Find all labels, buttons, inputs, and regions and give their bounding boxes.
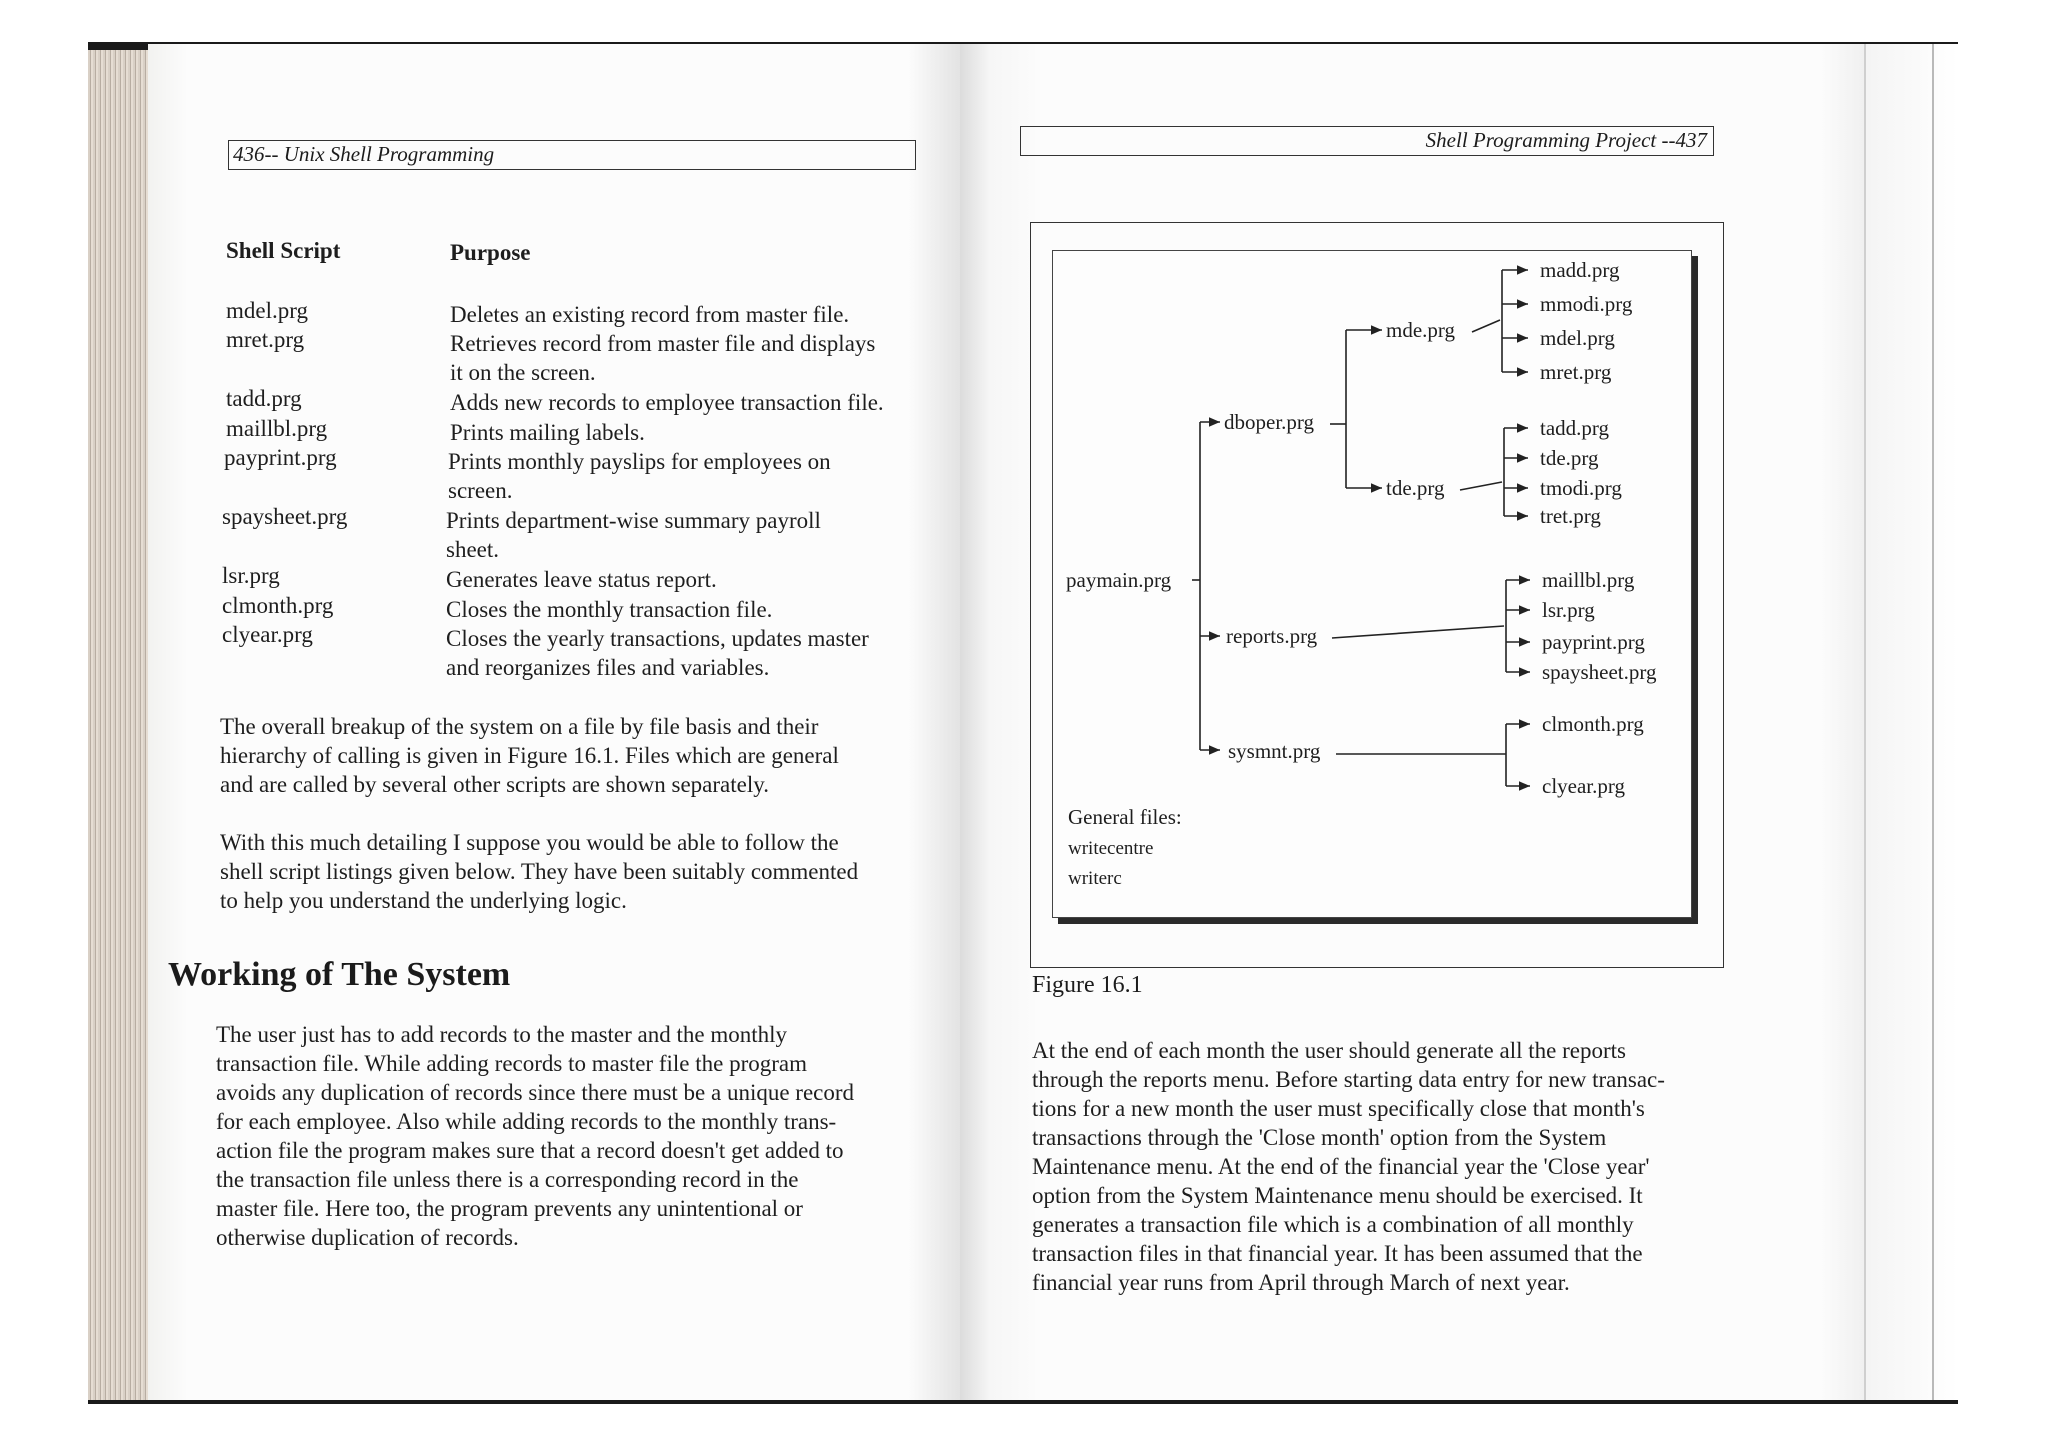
table-row-purpose: Deletes an existing record from master file.	[450, 302, 850, 327]
page-edges	[88, 50, 148, 1400]
text-line: option from the System Maintenance menu should be exercised. It	[1032, 1183, 1643, 1208]
connector-line	[1460, 482, 1502, 490]
text-line: The overall breakup of the system on a file by file basis and their	[220, 714, 819, 739]
figure-caption: Figure 16.1	[1032, 972, 1143, 998]
text-line: and are called by several other scripts are shown separately.	[220, 772, 769, 797]
node-mde: mde.prg	[1386, 318, 1456, 342]
table-row-script: tadd.prg	[226, 386, 302, 411]
text-line: transactions through the 'Close month' option from the System	[1032, 1125, 1607, 1150]
node-clmonth: clmonth.prg	[1542, 712, 1644, 736]
text-line: for each employee. Also while adding records to the monthly trans-	[216, 1109, 837, 1134]
table-row-purpose: Prints monthly payslips for employees on	[448, 449, 831, 474]
table-row-purpose: sheet.	[446, 537, 500, 562]
table-row-script: lsr.prg	[222, 563, 280, 588]
table-row-script: maillbl.prg	[226, 416, 328, 441]
running-head-left: 436-- Unix Shell Programming	[228, 140, 916, 170]
text-line: shell script listings given below. They have been suitably commented	[220, 859, 859, 884]
node-madd: madd.prg	[1540, 258, 1620, 282]
table-row-script: mret.prg	[226, 327, 305, 352]
table-row-script: payprint.prg	[224, 445, 337, 470]
node-mret: mret.prg	[1540, 360, 1612, 384]
connector-line	[1472, 320, 1500, 332]
text-line: transaction file. While adding records to master file the program	[216, 1051, 807, 1076]
text-line: avoids any duplication of records since there must be a unique record	[216, 1080, 855, 1105]
node-tmodi: tmodi.prg	[1540, 476, 1622, 500]
call-hierarchy-diagram	[1052, 250, 1692, 918]
text-line: At the end of each month the user should generate all the reports	[1032, 1038, 1626, 1063]
table-row-script: clyear.prg	[222, 622, 313, 647]
text-line: action file the program makes sure that a record doesn't get added to	[216, 1138, 844, 1163]
connector-line	[1332, 626, 1504, 638]
table-row-purpose: Prints department-wise summary payroll	[446, 508, 821, 533]
table-row-purpose: Prints mailing labels.	[450, 420, 645, 445]
general-files-title: General files:	[1068, 805, 1182, 829]
text-line: the transaction file unless there is a corresponding record in the	[216, 1167, 799, 1192]
text-line: generates a transaction file which is a combination of all monthly	[1032, 1212, 1634, 1237]
node-tadd: tadd.prg	[1540, 416, 1610, 440]
text-line: to help you understand the underlying logic.	[220, 888, 627, 913]
table-row-purpose: Closes the monthly transaction file.	[446, 597, 773, 622]
table-row-purpose: Retrieves record from master file and displays	[450, 331, 876, 356]
text-line: hierarchy of calling is given in Figure 16.1. Files which are general	[220, 743, 839, 768]
node-tde: tde.prg	[1386, 476, 1445, 500]
node-paymain: paymain.prg	[1066, 568, 1172, 592]
text-line: otherwise duplication of records.	[216, 1225, 519, 1250]
node-dboper: dboper.prg	[1224, 410, 1315, 434]
table-row-purpose: it on the screen.	[450, 360, 596, 385]
node-maillbl: maillbl.prg	[1542, 568, 1635, 592]
text-line: With this much detailing I suppose you would be able to follow the	[220, 830, 839, 855]
running-head-right: Shell Programming Project --437	[1020, 126, 1714, 156]
body-paragraph	[1032, 1036, 1726, 1297]
table-row-purpose: Generates leave status report.	[446, 567, 717, 592]
general-file: writecentre	[1068, 838, 1154, 859]
table-header-purpose: Purpose	[450, 240, 531, 265]
node-mmodi: mmodi.prg	[1540, 292, 1633, 316]
node-clyear: clyear.prg	[1542, 774, 1625, 798]
body-paragraph	[220, 828, 912, 915]
text-line: financial year runs from April through March of next year.	[1032, 1270, 1570, 1295]
page-edge-line	[1932, 44, 1934, 1400]
section-heading: Working of The System	[168, 956, 511, 993]
node-tret: tret.prg	[1540, 504, 1601, 528]
table-row-purpose: and reorganizes files and variables.	[446, 655, 770, 680]
table-header-script: Shell Script	[226, 238, 341, 263]
table-row-purpose: screen.	[448, 478, 513, 503]
node-sysmnt: sysmnt.prg	[1228, 739, 1321, 763]
text-line: master file. Here too, the program prevents any unintentional or	[216, 1196, 803, 1221]
body-paragraph	[216, 1020, 908, 1252]
body-paragraph	[220, 712, 912, 799]
text-line: through the reports menu. Before starting data entry for new transac-	[1032, 1067, 1665, 1092]
text-line: transaction files in that financial year. It has been assumed that the	[1032, 1241, 1643, 1266]
node-tde-child: tde.prg	[1540, 446, 1599, 470]
right-page-edge	[1864, 44, 1958, 1400]
table-row-script: clmonth.prg	[222, 593, 334, 618]
text-line: tions for a new month the user must specifically close that month's	[1032, 1096, 1645, 1121]
table-row-purpose: Adds new records to employee transaction file.	[450, 390, 884, 415]
node-reports: reports.prg	[1226, 624, 1318, 648]
node-lsr: lsr.prg	[1542, 598, 1595, 622]
table-row-purpose: Closes the yearly transactions, updates master	[446, 626, 869, 651]
node-spaysheet: spaysheet.prg	[1542, 660, 1657, 684]
text-line: The user just has to add records to the master and the monthly	[216, 1022, 788, 1047]
table-row-script: mdel.prg	[226, 298, 308, 323]
text-line: Maintenance menu. At the end of the financial year the 'Close year'	[1032, 1154, 1650, 1179]
node-payprint: payprint.prg	[1542, 630, 1645, 654]
table-row-script: spaysheet.prg	[222, 504, 348, 529]
general-file: writerc	[1068, 868, 1122, 889]
node-mdel: mdel.prg	[1540, 326, 1615, 350]
